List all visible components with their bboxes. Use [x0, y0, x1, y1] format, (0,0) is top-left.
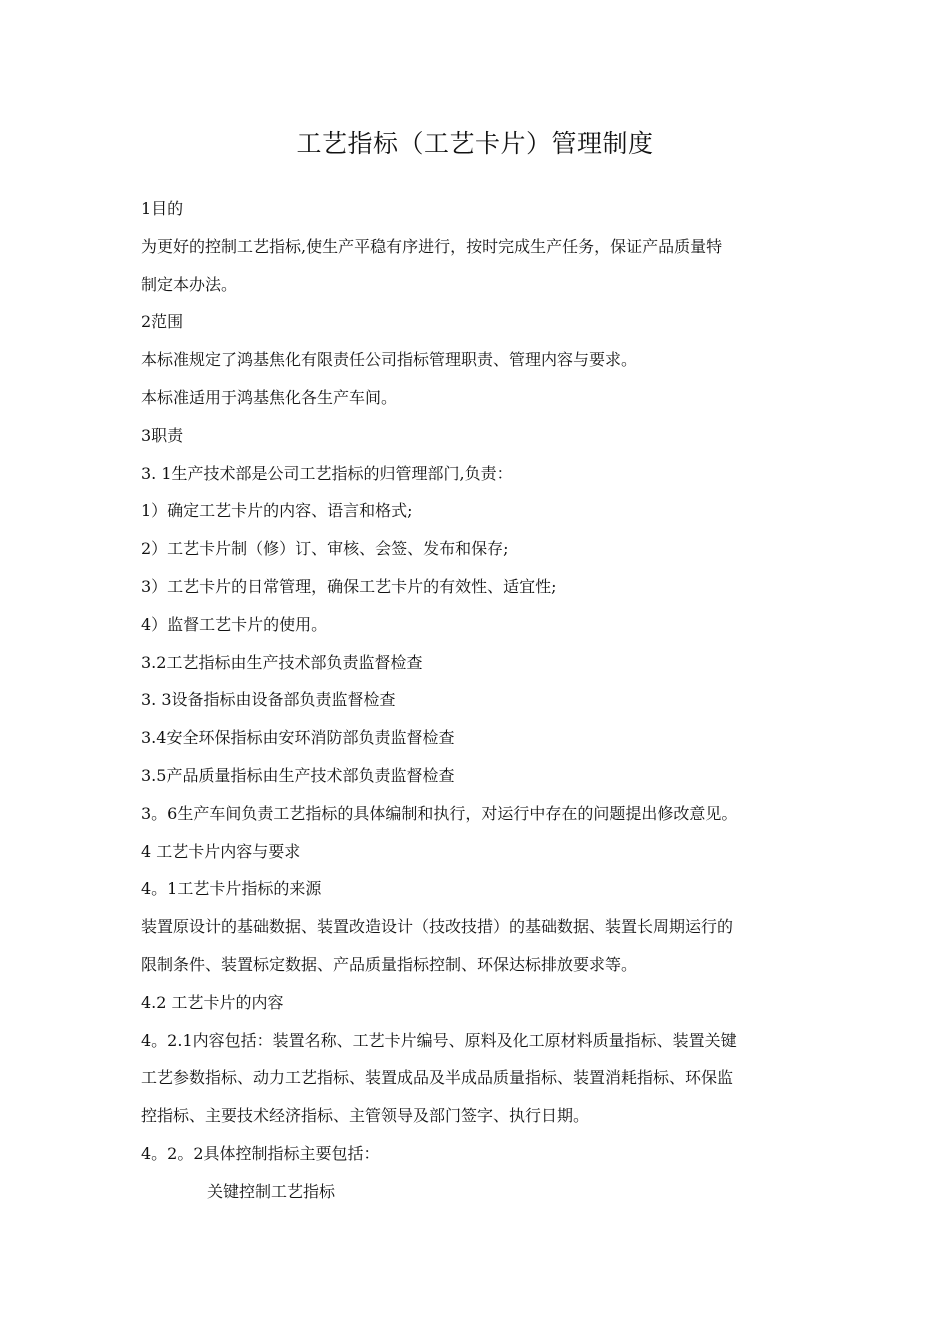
paragraph-line: 装置原设计的基础数据、装置改造设计（技改技措）的基础数据、装置长周期运行的 [141, 917, 734, 937]
paragraph-line: 3.2工艺指标由生产技术部负责监督检查 [141, 652, 423, 672]
paragraph-line: 为更好的控制工艺指标,使生产平稳有序进行，按时完成生产任务，保证产品质量特 [141, 236, 723, 256]
document-title: 工艺指标（工艺卡片）管理制度 [296, 129, 654, 158]
indented-line: 关键控制工艺指标 [207, 1181, 336, 1201]
subsection-heading: 4.2 工艺卡片的内容 [141, 992, 284, 1012]
paragraph-line: 3. 3设备指标由设备部负责监督检查 [141, 690, 396, 710]
paragraph-line: 3.5产品质量指标由生产技术部负责监督检查 [141, 765, 455, 785]
paragraph-line: 3.4安全环保指标由安环消防部负责监督检查 [141, 728, 455, 748]
section-heading: 2范围 [141, 312, 184, 332]
paragraph-line: 控指标、主要技术经济指标、主管领导及部门签字、执行日期。 [141, 1106, 590, 1126]
list-item: 1）确定工艺卡片的内容、语言和格式; [141, 501, 413, 521]
list-item: 4）监督工艺卡片的使用。 [141, 614, 328, 634]
paragraph-line: 本标准适用于鸿基焦化各生产车间。 [141, 387, 398, 407]
paragraph-line: 制定本办法。 [141, 274, 238, 294]
section-heading: 3职责 [141, 425, 184, 445]
list-item: 3）工艺卡片的日常管理，确保工艺卡片的有效性、适宜性; [141, 576, 557, 596]
paragraph-line: 4。2。2具体控制指标主要包括： [141, 1143, 380, 1163]
paragraph-line: 工艺参数指标、动力工艺指标、装置成品及半成品质量指标、装置消耗指标、环保监 [141, 1068, 734, 1088]
paragraph-line: 3. 1生产技术部是公司工艺指标的归管理部门,负责： [141, 463, 513, 483]
section-heading: 1目的 [141, 199, 184, 218]
section-heading: 4 工艺卡片内容与要求 [141, 841, 301, 861]
paragraph-line: 限制条件、装置标定数据、产品质量指标控制、环保达标排放要求等。 [141, 954, 638, 974]
paragraph-line: 4。2.1内容包括：装置名称、工艺卡片编号、原料及化工原材料质量指标、装置关键 [141, 1030, 737, 1050]
subsection-heading: 4。1工艺卡片指标的来源 [141, 879, 322, 899]
document-body [141, 190, 831, 1211]
paragraph-line: 本标准规定了鸿基焦化有限责任公司指标管理职责、管理内容与要求。 [141, 350, 638, 370]
paragraph-line: 3。6生产车间负责工艺指标的具体编制和执行，对运行中存在的问题提出修改意见。 [141, 803, 738, 823]
list-item: 2）工艺卡片制（修）订、审核、会签、发布和保存; [141, 539, 509, 559]
